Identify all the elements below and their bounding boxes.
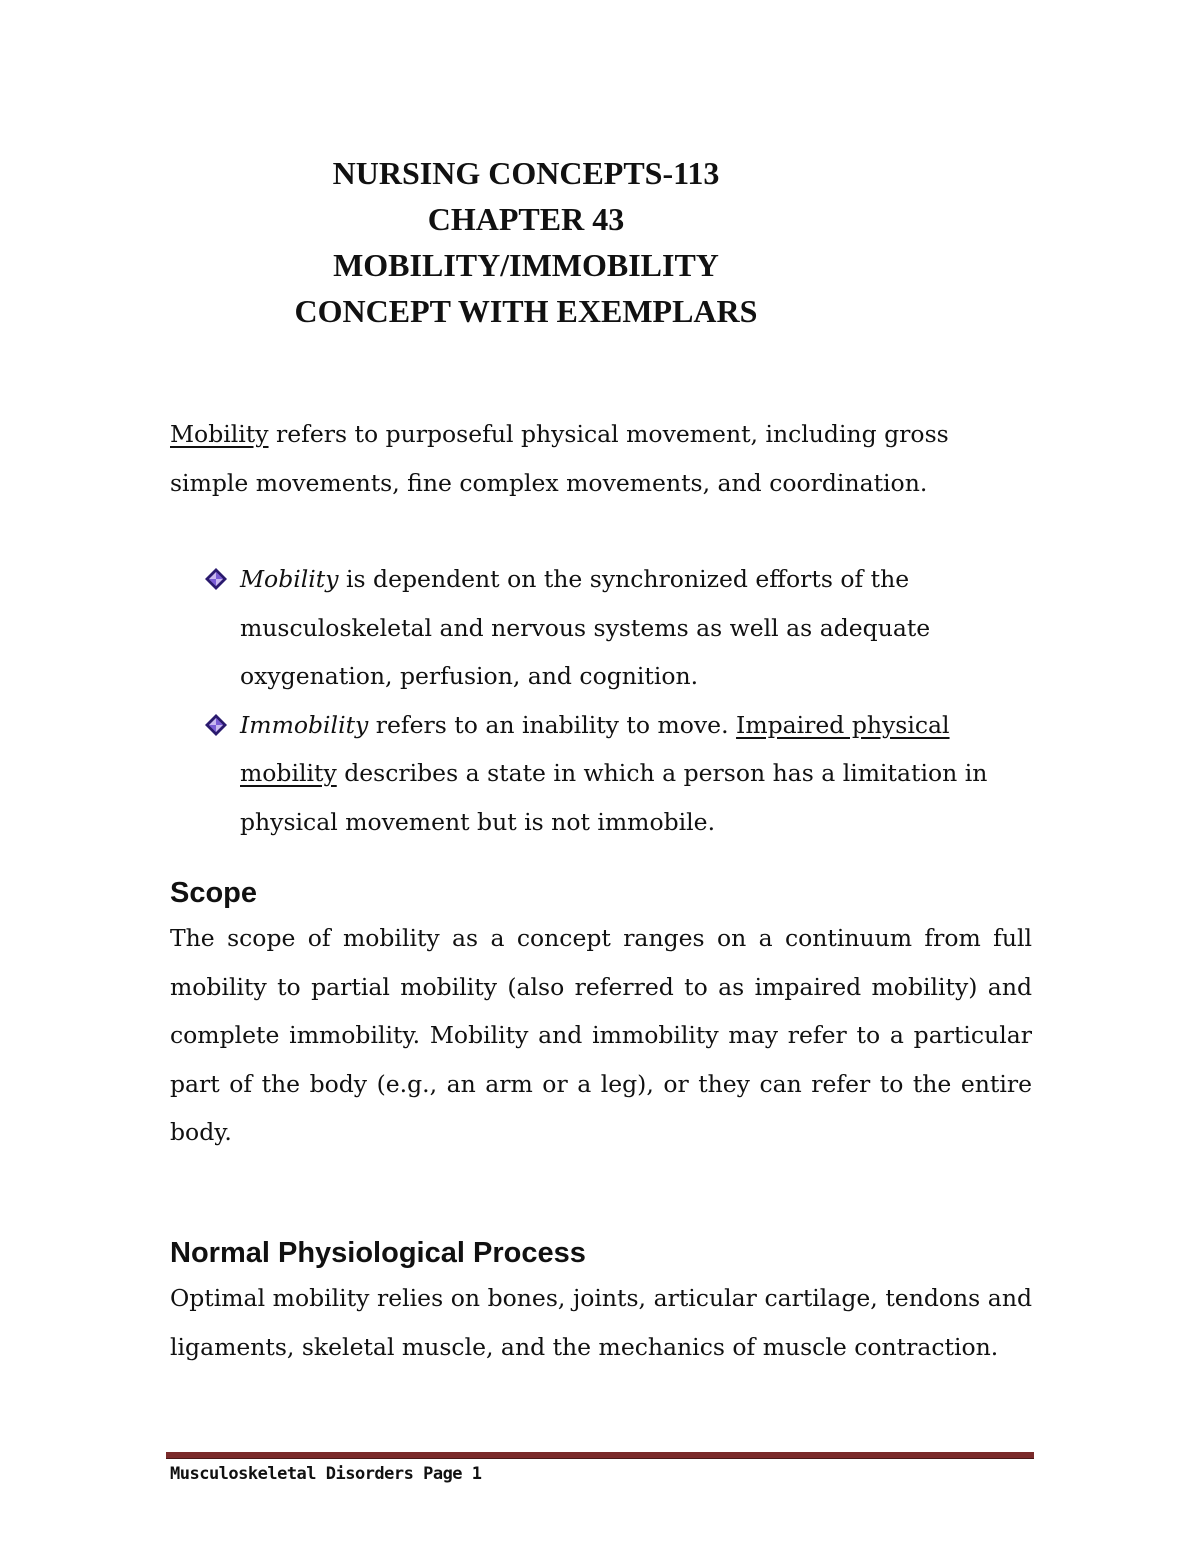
- document-title: [170, 150, 882, 334]
- section-heading-scope: Scope: [170, 877, 258, 909]
- bullet-underlined-impaired: Impaired physical mobility: [240, 710, 950, 787]
- bullet-term-mobility: Mobility: [240, 565, 339, 593]
- intro-term: Mobility: [170, 420, 269, 448]
- footer-rule: [166, 1452, 1034, 1459]
- bullet-text-mobility: is dependent on the synchronized efforts of the musculoskeletal and nervous systems as well as adequate oxygenation, perfusion, and cognition.: [240, 565, 931, 690]
- footer-page-label: Musculoskeletal Disorders Page 1: [170, 1464, 482, 1484]
- title-line-course: NURSING CONCEPTS-113: [332, 155, 720, 191]
- bullet-list: [170, 555, 1034, 846]
- bullet-text-immobility-a: refers to an inability to move.: [368, 710, 737, 739]
- diamond-bullet-icon: [204, 713, 228, 737]
- diamond-bullet-icon: [204, 567, 228, 591]
- section-text-normal-physiological-process: Optimal mobility relies on bones, joints, articular cartilage, tendons and ligaments, skeletal muscle, and the mechanics of muscle contraction.: [170, 1284, 1032, 1361]
- section-text-scope: The scope of mobility as a concept ranges on a continuum from full mobility to partial mobility (also referred to as impaired mobility) and complete immobility. Mobility and immobility may refer to a particular part of the body (e.g., an arm or a leg), or they can refer to the entire body.: [170, 924, 1032, 1146]
- title-line-chapter: CHAPTER 43: [427, 201, 625, 237]
- bullet-item-immobility: [170, 701, 1034, 847]
- bullet-item-mobility: [170, 555, 1034, 701]
- intro-text: refers to purposeful physical movement, including gross simple movements, fine complex movements, and coordination.: [170, 420, 949, 497]
- bullet-term-immobility: Immobility: [240, 710, 369, 739]
- bullet-text-immobility-b: describes a state in which a person has a limitation in physical movement but is not immobile.: [240, 759, 988, 836]
- title-line-subtitle: CONCEPT WITH EXEMPLARS: [294, 293, 758, 329]
- title-line-topic: MOBILITY/IMMOBILITY: [333, 247, 719, 283]
- intro-paragraph: [170, 410, 1034, 507]
- section-heading-normal-physiological-process: Normal Physiological Process: [170, 1237, 586, 1269]
